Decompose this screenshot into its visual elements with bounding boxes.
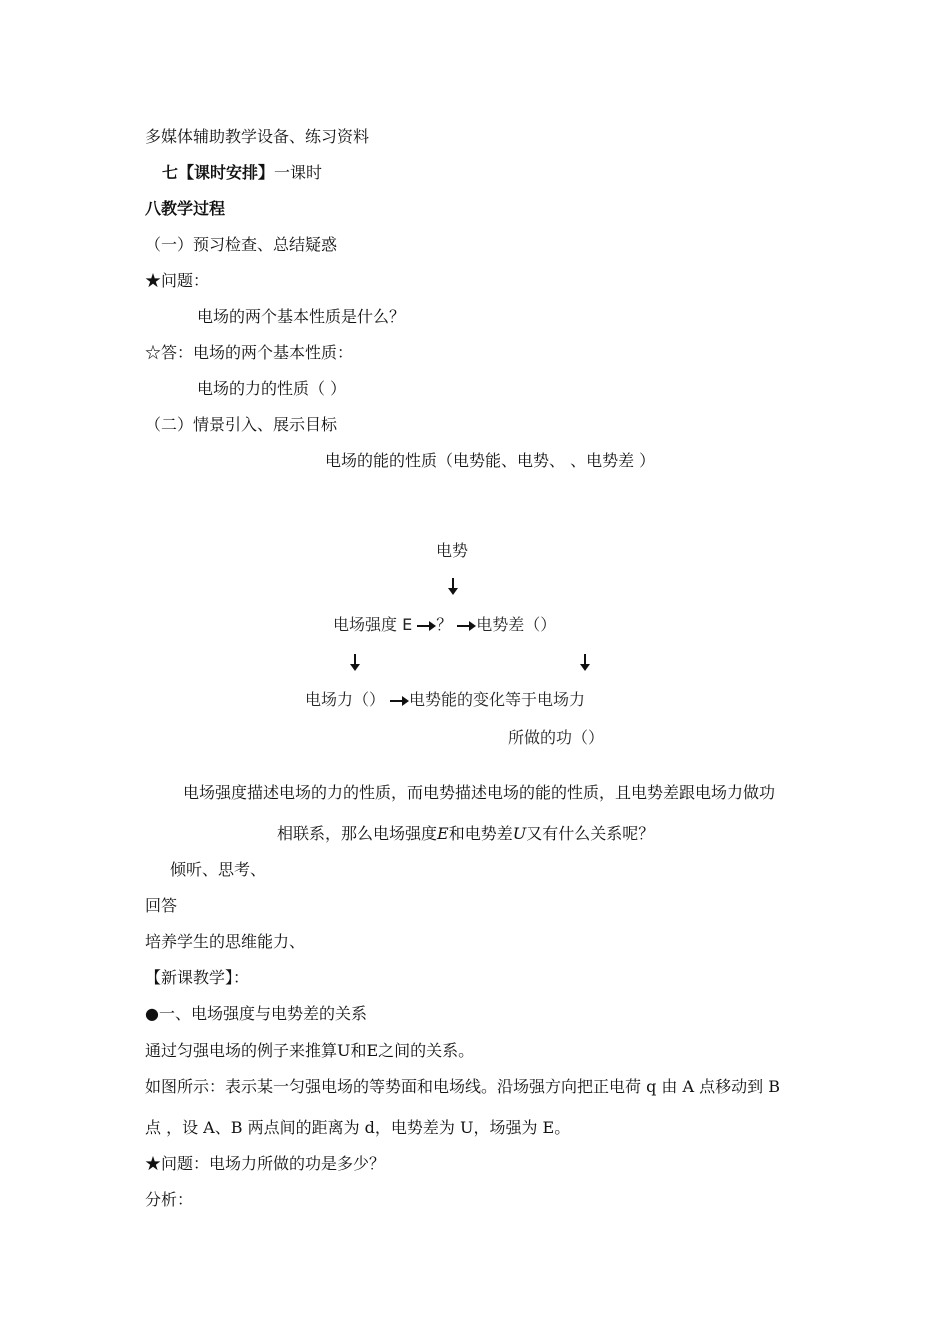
arrow-right-icon [457, 625, 471, 627]
design-intent: 培养学生的思维能力、 [145, 932, 306, 951]
question-label: ★问题： [145, 271, 210, 290]
answer-label: ☆答：电场的两个基本性质： [145, 343, 354, 362]
arrow-down-icon [584, 654, 586, 665]
paragraph-text: 相联系，那么电场强度 [277, 824, 438, 843]
paragraph-line-1: 电场强度描述电场的力的性质，而电势描述电场的能的性质，且电势差跟电场力做功 [183, 783, 776, 802]
work-question: ★问题：电场力所做的功是多少？ [145, 1154, 386, 1173]
variable-u: U [512, 824, 527, 843]
diagram-middle-row [333, 615, 556, 635]
figure-description-2: 点 ，设 A、B 两点间的距离为 d，电势差为 U，场强为 E。 [145, 1118, 571, 1137]
arrow-down-icon [354, 654, 356, 665]
schedule-value: 一课时 [274, 163, 323, 182]
paragraph-text: 和电势差 [448, 824, 513, 843]
paragraph-text: 又有什么关系呢？ [526, 824, 655, 843]
new-lesson-heading: 【新课教学】： [145, 968, 250, 987]
figure-description-1: 如图所示：表示某一匀强电场的等势面和电场线。沿场强方向把正电荷 q 由 A 点移动到 B [145, 1077, 780, 1096]
topic-heading: ●一、电场强度与电势差的关系 [145, 1004, 367, 1023]
answer-energy-property: 电场的能的性质（电势能、电势、 、电势差 ） [325, 451, 656, 470]
diagram-bottom-row [305, 690, 585, 710]
schedule-line [162, 163, 322, 183]
student-answer: 回答 [145, 896, 178, 915]
paragraph-line-2 [277, 824, 654, 844]
diagram-energy-change: 电势能的变化等于电场力 [409, 690, 586, 709]
diagram-potential: 电势 [436, 541, 469, 560]
diagram-unknown: ？ [436, 615, 453, 634]
arrow-down-icon [452, 578, 454, 589]
topic-intro: 通过匀强电场的例子来推算U和E之间的关系。 [145, 1041, 475, 1060]
subsection-intro: （二）情景引入、展示目标 [145, 415, 338, 434]
answer-force-property: 电场的力的性质（ ） [197, 379, 347, 398]
arrow-right-icon [417, 625, 431, 627]
student-activity: 倾听、思考、 [170, 860, 267, 879]
diagram-field-strength: 电场强度 E [333, 615, 413, 634]
section-heading-process: 八教学过程 [145, 199, 226, 218]
materials-line: 多媒体辅助教学设备、练习资料 [145, 127, 370, 146]
arrow-right-icon [390, 700, 404, 702]
question-text: 电场的两个基本性质是什么？ [197, 307, 406, 326]
diagram-potential-difference: 电势差（） [476, 615, 557, 634]
diagram-electric-force: 电场力（） [305, 690, 386, 709]
subsection-preview: （一）预习检查、总结疑惑 [145, 235, 338, 254]
analysis-label: 分析： [145, 1190, 194, 1209]
variable-e: E [437, 824, 449, 843]
schedule-heading: 七【课时安排】 [162, 163, 275, 182]
diagram-work-done: 所做的功（） [508, 728, 605, 747]
